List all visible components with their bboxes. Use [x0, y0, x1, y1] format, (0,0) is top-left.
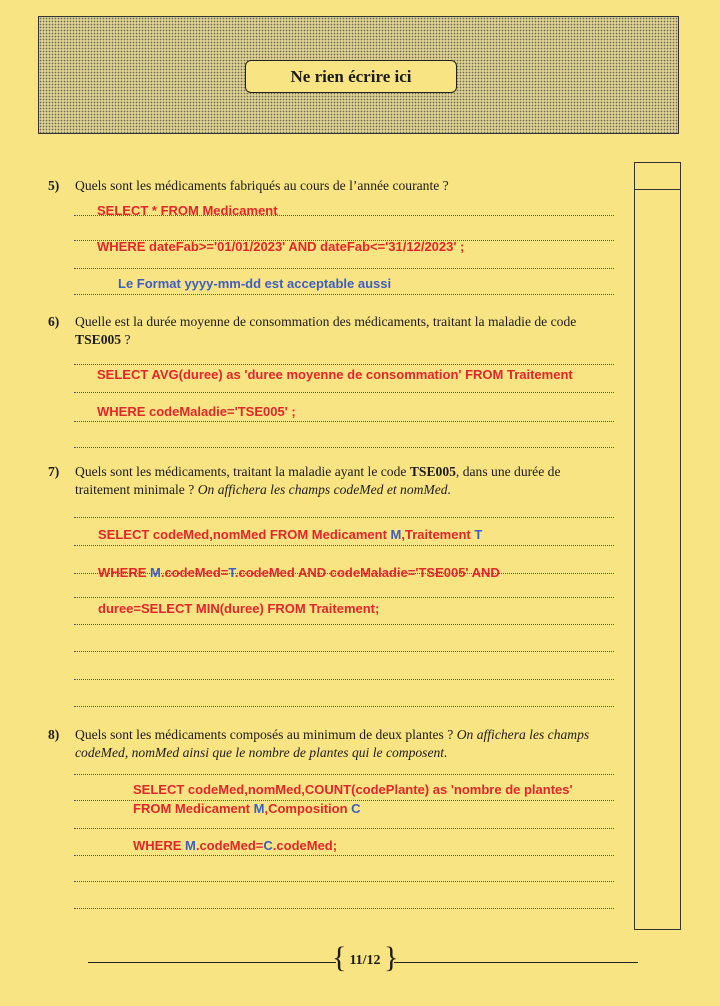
answer-7-line-1: SELECT codeMed,nomMed FROM Medicament M,Traitement T — [98, 527, 483, 542]
answer-6-line-2: WHERE codeMaladie='TSE005' ; — [97, 404, 296, 419]
grading-margin-box — [634, 162, 681, 930]
answer-8-line-1: SELECT codeMed,nomMed,COUNT(codePlante) as 'nombre de plantes' — [133, 782, 573, 797]
question-text: Quels sont les médicaments fabriqués au cours de l’année courante ? — [75, 178, 449, 193]
answer-line — [74, 392, 614, 393]
answer-line — [74, 268, 614, 269]
answer-line — [74, 855, 614, 856]
answer-8-line-2: FROM Medicament M,Composition C — [133, 801, 361, 816]
question-8: 8) Quels sont les médicaments composés au minimum de deux plantes ? On affichera les champs codeMed, nomMed ainsi que le nombre de plantes qui le composent. — [48, 727, 590, 760]
do-not-write-label: Ne rien écrire ici — [245, 60, 457, 93]
answer-line — [74, 624, 614, 625]
answer-line — [74, 364, 614, 365]
answer-line — [74, 679, 614, 680]
answer-7-line-2: WHERE M.codeMed=T.codeMed AND codeMaladie='TSE005' AND — [98, 565, 500, 580]
disease-code: TSE005 — [75, 332, 122, 347]
page-number: 11/12 — [349, 953, 381, 968]
answer-line — [74, 597, 614, 598]
answer-6-line-1: SELECT AVG(duree) as 'duree moyenne de consommation' FROM Traitement — [97, 367, 573, 382]
answer-line — [74, 545, 614, 546]
left-brace-icon: { — [332, 941, 347, 974]
question-6: 6) Quelle est la durée moyenne de consommation des médicaments, traitant la maladie de code TSE005 ? — [48, 314, 577, 347]
answer-line — [74, 908, 614, 909]
answer-line — [74, 517, 614, 518]
answer-5-line-2: WHERE dateFab>='01/01/2023' AND dateFab<='31/12/2023' ; — [97, 239, 465, 254]
question-number: 7) — [48, 464, 60, 479]
answer-line — [74, 706, 614, 707]
question-number: 5) — [48, 178, 60, 193]
question-number: 6) — [48, 314, 60, 329]
answer-line — [74, 828, 614, 829]
question-7: 7) Quels sont les médicaments, traitant la maladie ayant le code TSE005, dans une durée de traitement minimale ? On affichera les champs codeMed et nomMed. — [48, 464, 561, 497]
question-text: Quelle est la durée moyenne de consommation des médicaments, traitant la maladie de code — [75, 314, 577, 329]
answer-8-line-3: WHERE M.codeMed=C.codeMed; — [133, 838, 338, 853]
answer-7-line-3: duree=SELECT MIN(duree) FROM Traitement; — [98, 601, 380, 616]
answer-5-line-1: SELECT * FROM Medicament — [97, 203, 278, 218]
answer-line — [74, 294, 614, 295]
footer-rule-right — [394, 962, 638, 963]
answer-line — [74, 774, 614, 775]
question-hint: codeMed, nomMed ainsi que le nombre de plantes qui le composent. — [75, 745, 448, 760]
answer-line — [74, 447, 614, 448]
question-number: 8) — [48, 727, 60, 742]
right-brace-icon: } — [384, 941, 399, 974]
disease-code: TSE005 — [409, 464, 456, 479]
answer-line — [74, 881, 614, 882]
answer-line — [74, 651, 614, 652]
footer-rule-left — [88, 962, 336, 963]
question-hint: On affichera les champs codeMed et nomMed. — [197, 482, 451, 497]
question-5 — [48, 177, 630, 195]
answer-5-note: Le Format yyyy-mm-dd est acceptable aussi — [118, 276, 392, 291]
answer-line — [74, 421, 614, 422]
